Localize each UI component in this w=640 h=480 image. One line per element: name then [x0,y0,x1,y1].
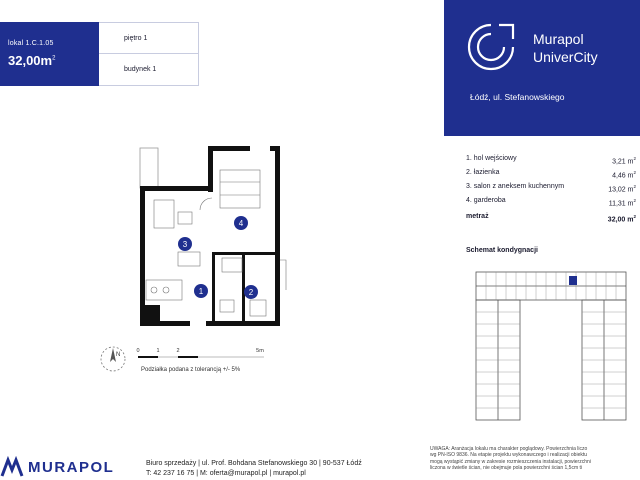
compass-label: N [116,352,121,358]
brand-name: Murapol UniverCity [533,31,598,65]
floor-schema [466,262,640,432]
unit-area: $32,00m^2$ [8,53,56,68]
scale-tick: 0 [136,348,140,354]
scale-tick: 1 [156,348,160,354]
room-row: 1. hol wejściowy 3,21 $m^2$ [466,155,636,166]
unit-header [0,22,99,86]
room-row: 3. salon z aneksem kuchennym 13,02 $m^2$ [466,183,636,194]
room-number-1: 1 [198,287,204,296]
tolerance-note: Podziałka podana z tolerancją +/- 5% [141,367,241,373]
compass-icon [96,342,130,376]
building-cell: budynek 1 [99,54,199,86]
footer-logo-text: MURAPOL [28,459,115,476]
brand-panel [444,0,640,136]
room-row: 2. łazienka 4,46 $m^2$ [466,169,636,180]
murapol-logo-icon [466,22,516,72]
floor-cell: piętro 1 [99,22,199,54]
room-number-2: 2 [248,288,254,297]
scale-tick: 2 [176,348,180,354]
selected-unit-marker [569,276,577,285]
footer-contact: Biuro sprzedaży | ul. Prof. Bohdana Stefanowskiego 30 | 90-537 Łódź T: 42 237 16 75 | M: oferta@murapol.pl | murapol.pl [146,460,362,477]
scale-bar [134,344,274,364]
schema-title: Schemat kondygnacji [466,247,538,254]
room-list [466,152,636,224]
scale-tick: 5m [256,348,264,354]
total-area-row: metraż 32,00 $m^2$ [466,213,636,224]
room-row: 4. garderoba 11,31 $m^2$ [466,197,636,208]
room-number-4: 4 [238,219,244,228]
unit-label: lokal 1.C.1.05 [8,40,54,47]
brand-location: Łódź, ul. Stefanowskiego [470,92,565,102]
disclaimer: UWAGA: Aranżacja lokalu ma charakter poglądowy. Powierzchnia liczo wg PN-ISO 9836. Na etapie projektu wykonawczego i realizacji obiektu mogą wystąpić zmiany w zakresie rozmieszczenia instalacji, powierzchni liczona w świetle ścian, nie obejmuje pola powierzchni ścian 1,5cm ti [430,446,591,472]
floor-plan [130,140,290,330]
room-number-3: 3 [182,240,188,249]
